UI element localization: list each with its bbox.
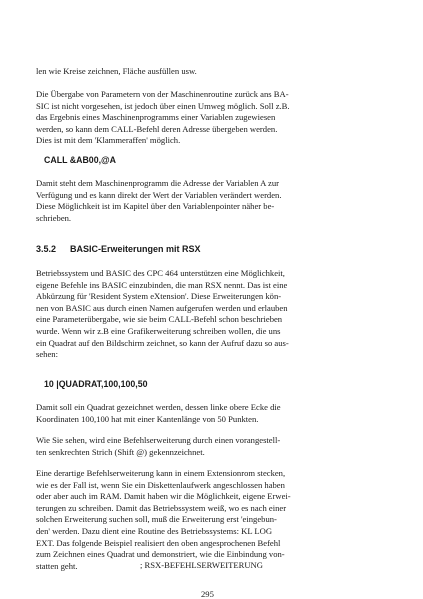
text-line: werden, so kann dem CALL-Befehl deren Adresse übergeben werden. <box>36 123 278 134</box>
text-line: eigene Befehle ins BASIC einzubinden, die man RSX nennt. Das ist eine <box>36 279 288 290</box>
text-line: ein Quadrat auf den Bildschirm zeichnet, so kann der Aufruf dazu so aus- <box>36 337 289 348</box>
listing-comment: ; RSX-BEFEHLSERWEITERUNG <box>140 560 263 570</box>
text-line: Damit steht dem Maschinenprogramm die Adresse der Variablen A zur <box>36 178 280 188</box>
text-line: Verfügung und es kann direkt der Wert der Variablen verändert werden. <box>36 189 282 200</box>
section-heading <box>36 244 201 255</box>
text-line: ten senkrechten Strich (Shift @) gekennzeichnet. <box>36 446 205 457</box>
text-line: oder aber auch im RAM. Damit haben wir die Möglichkeit, eigene Erwei- <box>36 491 291 502</box>
text-line: eine Parameterübergabe, wie sie beim CALL-Befehl schon beschrieben <box>36 314 283 325</box>
text-line: Damit soll ein Quadrat gezeichnet werden, dessen linke obere Ecke die <box>36 402 281 412</box>
text-line: Dies ist mit dem 'Klammeraffen' möglich. <box>36 135 181 146</box>
page-number: 295 <box>201 589 214 599</box>
code-example-call: CALL &AB00,@A <box>44 155 116 165</box>
paragraph-bar-prefix <box>36 435 392 458</box>
paragraph-parameter-return <box>36 89 392 147</box>
text-line: Koordinaten 100,100 hat mit einer Kantenlänge von 50 Punkten. <box>36 413 259 424</box>
section-number: 3.5.2 <box>36 244 57 254</box>
paragraph-extension-rom <box>36 468 392 572</box>
paragraph-rsx-intro <box>36 268 392 361</box>
text-line: Die Übergabe von Parametern von der Maschinenroutine zurück ans BA- <box>36 89 289 99</box>
text-line: terungen zu schreiben. Damit das Betriebssystem weiß, wo es nach einer <box>36 502 287 513</box>
code-example-quadrat: 10 |QUADRAT,100,100,50 <box>44 379 148 389</box>
paragraph-continuation <box>36 66 392 78</box>
text-line: Eine derartige Befehlserweiterung kann in einem Extensionrom stecken, <box>36 468 286 478</box>
text-line: SIC ist nicht vorgesehen, ist jedoch über einen Umweg möglich. Soll z.B. <box>36 100 290 111</box>
text-line: das Ergebnis eines Maschinenprogramms einer Variablen zugewiesen <box>36 112 276 123</box>
text-line: wie es der Fall ist, wenn Sie ein Diskettenlaufwerk angeschlossen haben <box>36 479 285 490</box>
text-line: Wie Sie sehen, wird eine Befehlserweiterung durch einen vorangestell- <box>36 435 281 445</box>
text-line: len wie Kreise zeichnen, Fläche ausfüllen usw. <box>36 66 197 76</box>
text-line: nen von BASIC aus durch einen Namen aufgerufen werden und erlauben <box>36 302 288 313</box>
text-line: Abkürzung für 'Resident System eXtension'. Diese Erweiterungen kön- <box>36 291 282 302</box>
paragraph-quadrat-explanation <box>36 402 392 425</box>
text-line: EXT. Das folgende Beispiel realisiert den oben angesprochenen Befehl <box>36 537 281 548</box>
section-title: BASIC-Erweiterungen mit RSX <box>70 244 201 254</box>
text-line: sehen: <box>36 349 58 360</box>
text-line: schrieben. <box>36 212 72 223</box>
text-line: solchen Erweiterung suchen soll, muß die Erweiterung erst 'eingebun- <box>36 514 277 525</box>
text-line: zum Zeichnen eines Quadrat und demonstriert, wie die Einbindung von- <box>36 549 285 560</box>
paragraph-variable-address <box>36 178 392 224</box>
text-line: Betriebssystem und BASIC des CPC 464 unterstützen eine Möglichkeit, <box>36 268 285 278</box>
text-line: Diese Möglichkeit ist im Kapitel über den Variablenpointer näher be- <box>36 201 275 212</box>
text-line: wurde. Wenn wir z.B eine Grafikerweiterung schreiben wollen, die uns <box>36 325 281 336</box>
text-line: den' werden. Dazu dient eine Routine des Betriebssystems: KL LOG <box>36 525 273 536</box>
text-line: statten geht. <box>36 560 78 571</box>
